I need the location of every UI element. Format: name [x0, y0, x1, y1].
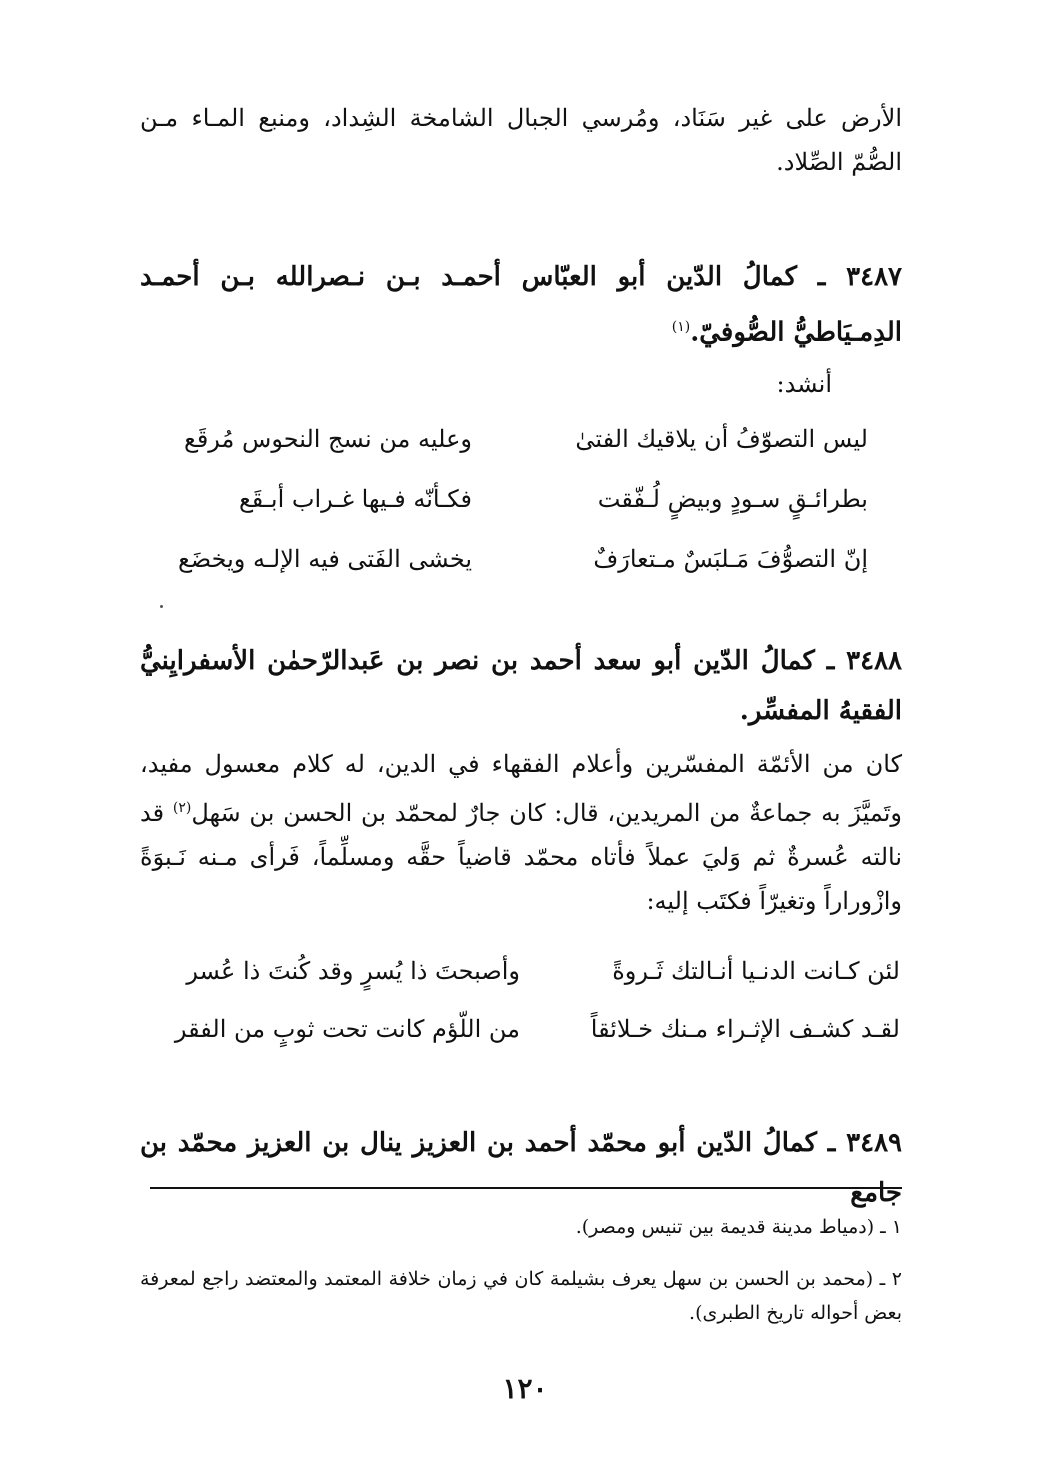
footnote-ref-2: (٢)	[172, 800, 192, 816]
ink-speck	[160, 605, 163, 608]
intro-paragraph: الأرض على غير سَنَاد، ومُرسي الجبال الشامخة الشِداد، ومنبع المـاء مـن الصُّمّ الصِّلاد.	[140, 104, 902, 176]
footnote-ref-1: (١)	[671, 319, 691, 335]
entry-3488-paragraph	[140, 742, 902, 923]
footnote-1: ١ ـ (دمياط مدينة قديمة بين تنيس ومصر).	[575, 1216, 902, 1238]
footnote-2: ٢ ـ (محمد بن الحسن بن سهل يعرف بشيلمة كان في زمان خلافة المعتمد والمعتضد راجع لمعرفة بعض أحواله تاريخ الطبرى).	[140, 1268, 902, 1324]
entry-3488-heading: ٣٤٨٨ ـ كمالُ الدّين أبو سعد أحمد بن نصر بن عَبدالرّحمٰن الأسفرايِنيُّ الفقيهُ المفسِّر.	[140, 646, 902, 726]
verse-3488-1-left: وأصبحتَ ذا يُسرٍ وقد كُنتَ ذا عُسر	[186, 957, 520, 985]
verse-3487-1-right: ليس التصوّفُ أن يلاقيك الفتىٰ	[575, 425, 868, 453]
entry-3488-text-1: كان من الأئمّة المفسّرين وأعلام الفقهاء في الدين، له كلام معسول مفيد، وتَميَّزَ به جماعةٌ من المريدين، قال: كان جارٌ لمحمّد بن الحسن بن سَهل	[140, 750, 903, 827]
verse-3488-1-right: لئن كـانت الدنـيا أنـالتك ثَـروةً	[612, 957, 900, 985]
verse-3487-3-right: إنّ التصوُّفَ مَـلبَسٌ مـتعارَفٌ	[593, 545, 868, 573]
footnote-divider	[150, 1187, 902, 1189]
page-number: ١٢٠	[502, 1372, 548, 1405]
verse-3487-1-left: وعليه من نسج النحوس مُرقَع	[184, 425, 472, 453]
entry-3488-text-2: قد نالته عُسرةٌ ثم وَليَ عملاً فأتاه محمّد قاضياً حقَّه ومسلِّماً، فَرأى مـنه نَـبوَةً وازْوراراً وتغيرّاً فكتَب إليه:	[140, 799, 902, 915]
entry-3487-heading	[140, 252, 902, 358]
entry-3489-heading: ٣٤٨٩ ـ كمالُ الدّين أبو محمّد أحمد بن العزيز ينال بن العزيز محمّد بن جامع	[140, 1128, 902, 1208]
verse-3488-2-right: لقـد كشـف الإثـراء مـنك خـلائقاً	[590, 1015, 900, 1043]
verse-3487-2-right: بطرائـقٍ سـودٍ وبيضٍ لُـفّقت	[597, 485, 868, 513]
verse-3487-2-left: فكـأنّه فـيها غـراب أبـقَع	[238, 485, 472, 513]
verse-3487-3-left: يخشى الفَتى فيه الإلـه ويخضَع	[178, 545, 472, 573]
verse-3488-2-left: من اللّؤم كانت تحت ثوبٍ من الفقر	[174, 1015, 520, 1043]
entry-3487-title: ٣٤٨٧ ـ كمالُ الدّين أبو العبّاس أحمـد بـن نـصرالله بـن أحمـد الدِمـيَاطيُّ الصُّوفيّ.	[140, 262, 902, 348]
entry-3487-intro-word: أنشد:	[776, 370, 832, 398]
